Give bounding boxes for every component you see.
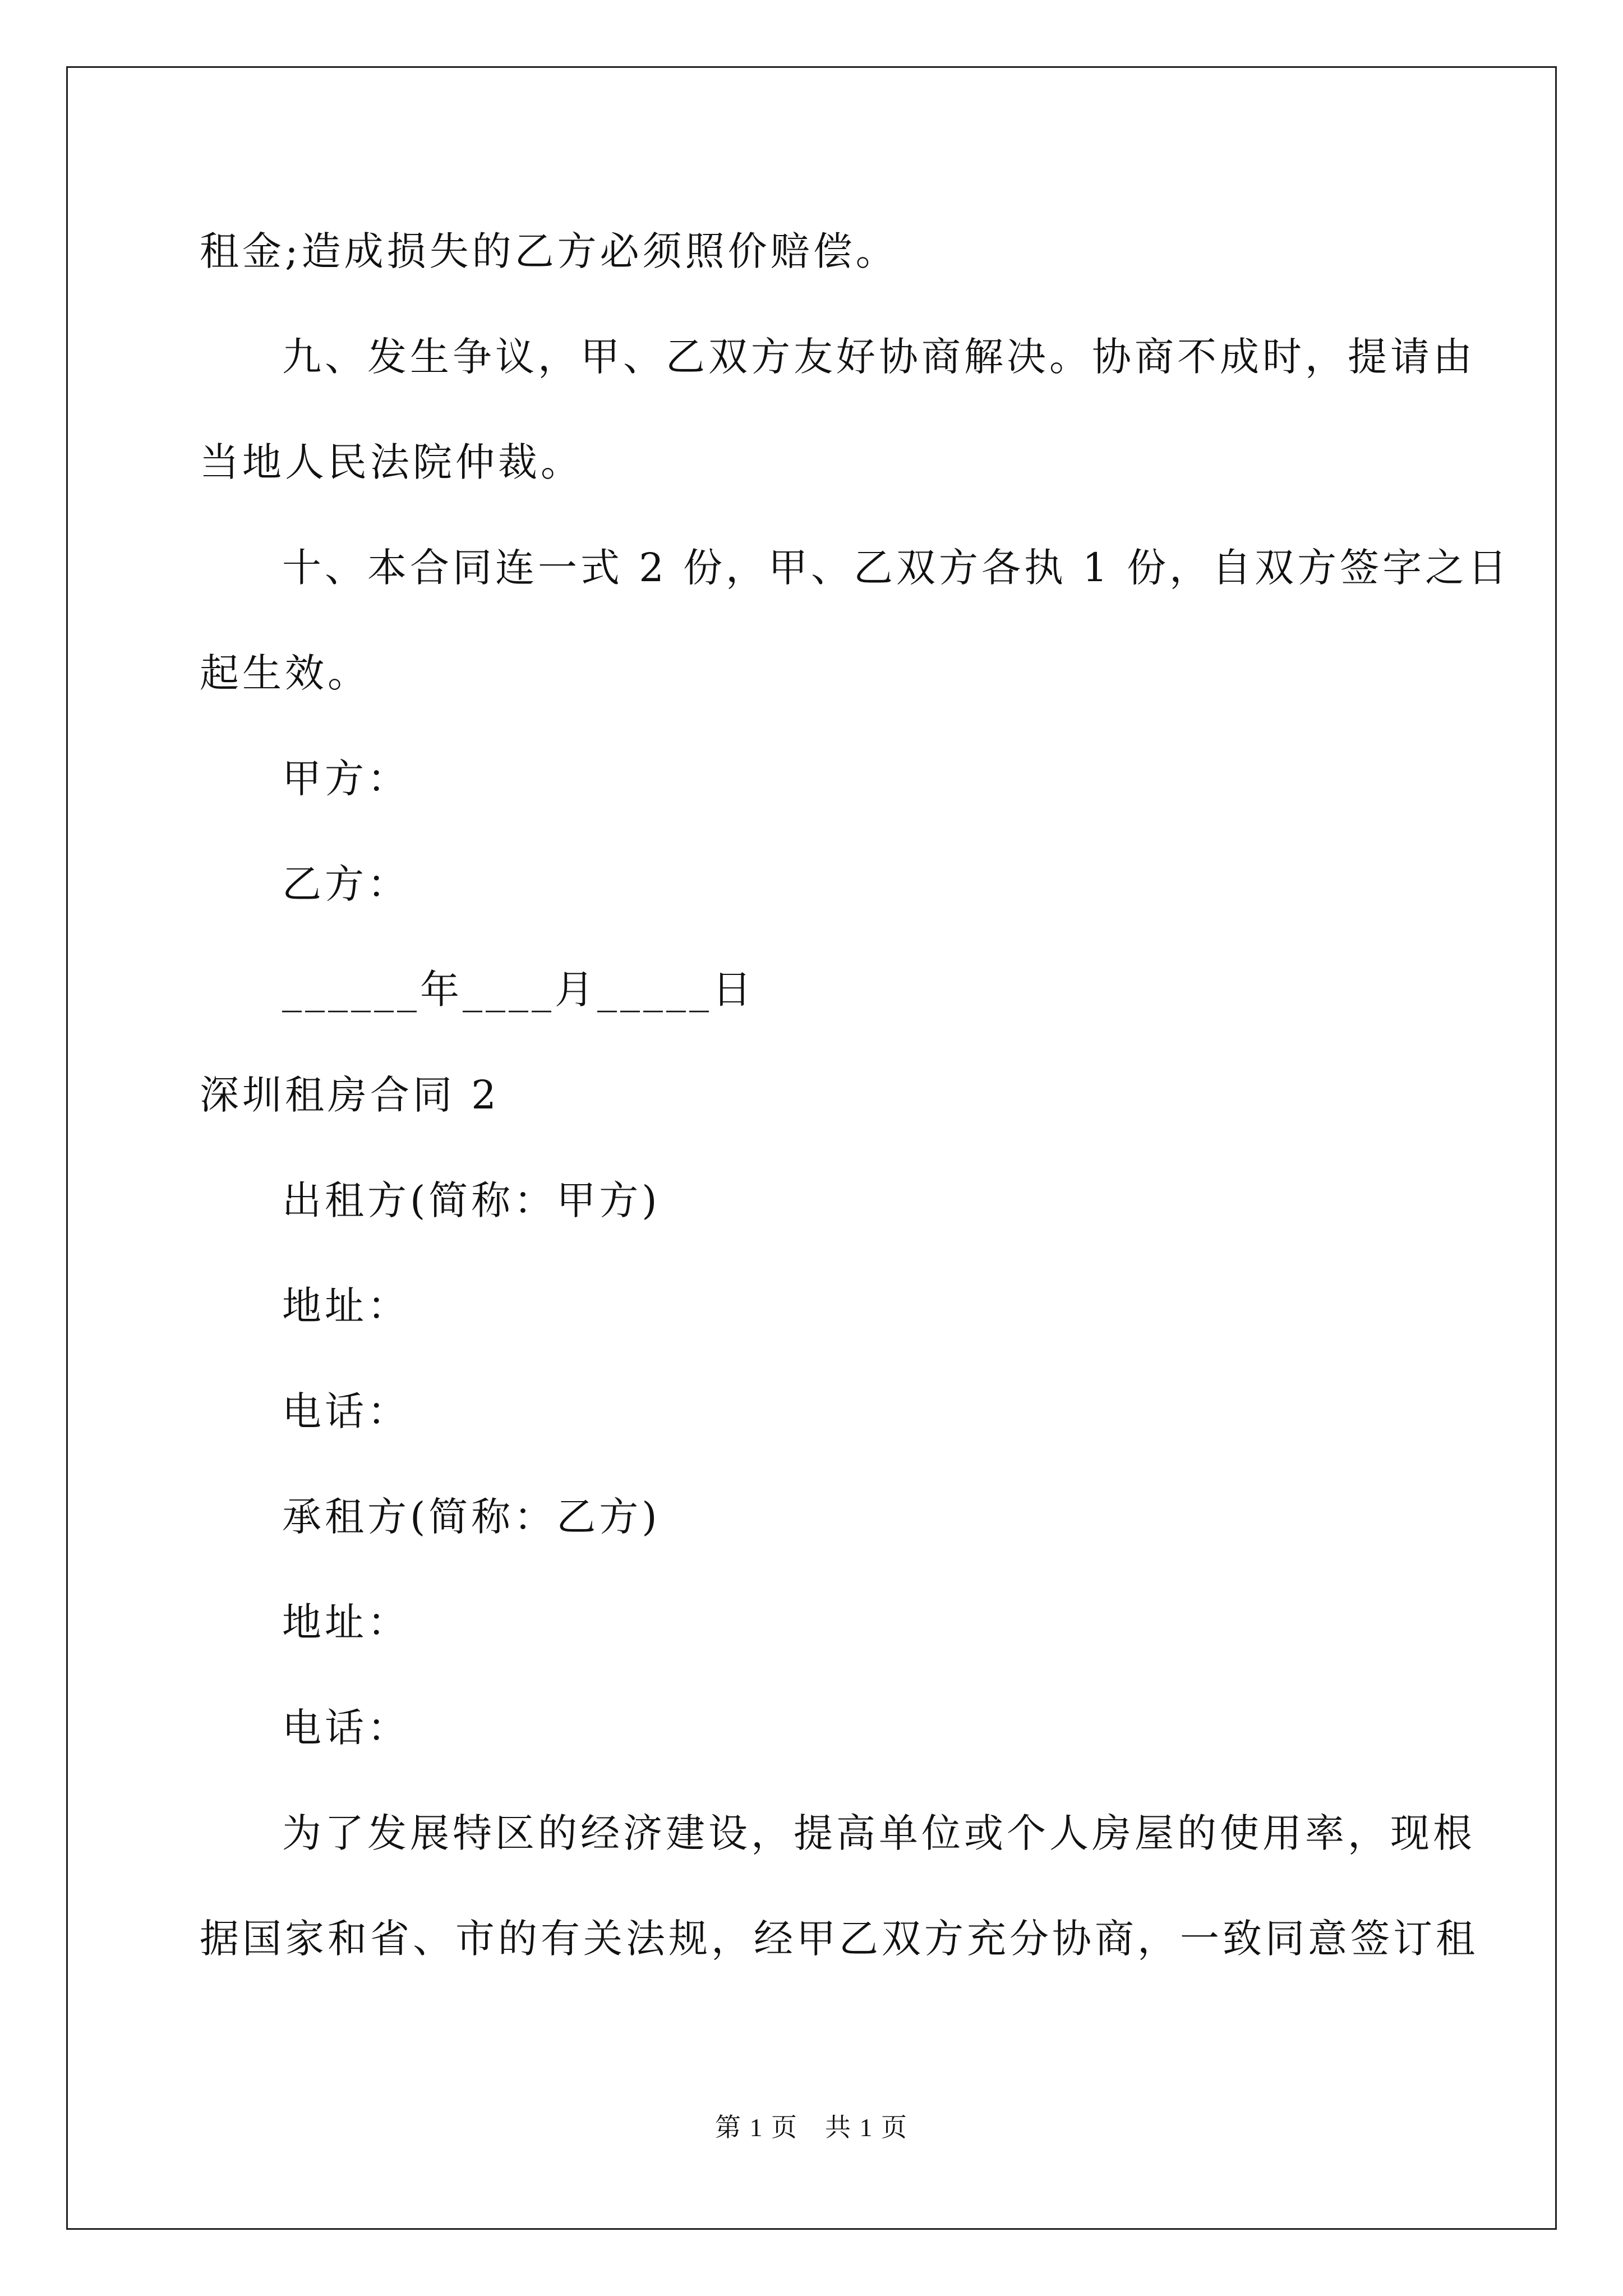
paragraph-line: 十、本合同连一式 2 份，甲、乙双方各执 1 份，自双方签字之日: [282, 545, 1511, 591]
paragraph-line: 据国家和省、市的有关法规，经甲乙双方充分协商，一致同意签订租: [200, 1916, 1478, 1962]
page-border: [66, 66, 1557, 2230]
page-footer: 第 1 页 共 1 页: [715, 2113, 908, 2142]
lessee-label: 承租方(简称：乙方): [282, 1494, 661, 1540]
lessor-phone-label: 电话：: [282, 1388, 410, 1434]
paragraph-line: 租金;造成损失的乙方必须照价赔偿。: [200, 228, 898, 274]
date-line: ______年____月_____日: [282, 967, 755, 1013]
section-title: 深圳租房合同 2: [200, 1072, 500, 1118]
party-a-signature-label: 甲方：: [282, 756, 410, 802]
lessee-address-label: 地址：: [282, 1599, 410, 1645]
paragraph-line: 为了发展特区的经济建设，提高单位或个人房屋的使用率，现根: [282, 1810, 1476, 1856]
paragraph-line: 九、发生争议，甲、乙双方友好协商解决。协商不成时，提请由: [282, 334, 1476, 380]
lessor-label: 出租方(简称：甲方): [282, 1177, 661, 1223]
paragraph-line: 起生效。: [200, 650, 370, 696]
lessee-phone-label: 电话：: [282, 1705, 410, 1751]
party-b-signature-label: 乙方：: [282, 861, 410, 907]
lessor-address-label: 地址：: [282, 1283, 410, 1329]
paragraph-line: 当地人民法院仲裁。: [200, 439, 583, 485]
